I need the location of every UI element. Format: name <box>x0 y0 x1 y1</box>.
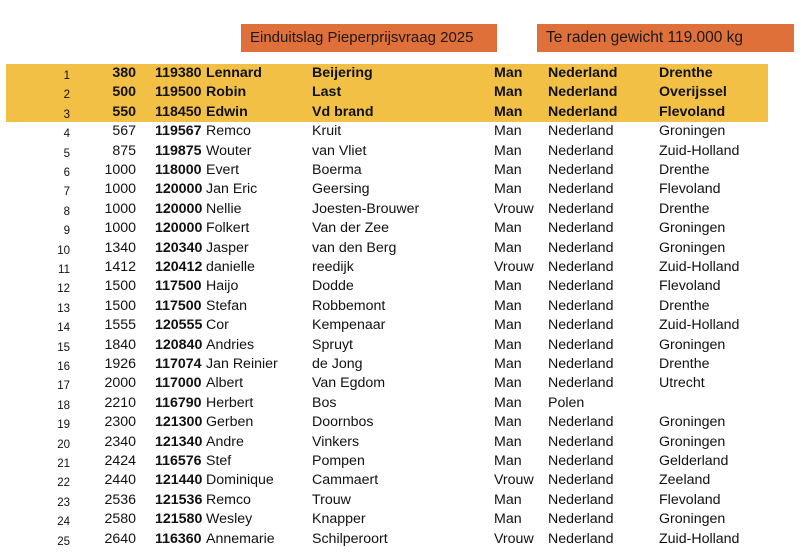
table-row <box>0 180 800 199</box>
table-row <box>0 83 800 102</box>
table-row <box>0 336 800 355</box>
rank-cell: 18 <box>57 399 70 412</box>
country-cell: Nederland <box>548 414 614 431</box>
gender-cell: Man <box>494 394 522 411</box>
gender-cell: Vrouw <box>494 259 534 275</box>
score-cell: 875 <box>112 142 136 159</box>
rank-cell: 9 <box>63 225 70 238</box>
guess-cell: 120000 <box>155 181 203 198</box>
rank-cell: 8 <box>63 205 70 218</box>
table-row <box>0 64 800 83</box>
gender-cell: Man <box>494 375 522 392</box>
country-cell: Nederland <box>548 530 614 547</box>
country-cell: Nederland <box>548 491 614 508</box>
guess-cell: 119567 <box>155 123 202 140</box>
first-name-cell: Andries <box>206 336 255 353</box>
first-name-cell: Gerben <box>206 414 254 431</box>
gender-cell: Man <box>494 142 522 159</box>
last-name-cell: Joesten-Brouwer <box>312 200 420 217</box>
table-row <box>0 471 800 490</box>
table-row <box>0 103 800 122</box>
country-cell: Nederland <box>548 297 614 314</box>
score-cell: 2210 <box>104 394 136 411</box>
province-cell: Flevoland <box>659 181 721 198</box>
table-row <box>0 239 800 258</box>
last-name-cell: Dodde <box>312 278 354 295</box>
table-row <box>0 374 800 393</box>
guess-cell: 121440 <box>155 472 203 489</box>
last-name-cell: Spruyt <box>312 336 354 353</box>
guess-cell: 119380 <box>155 65 202 81</box>
first-name-cell: Nellie <box>206 200 242 217</box>
last-name-cell: Last <box>312 84 342 101</box>
table-row <box>0 142 800 161</box>
first-name-cell: Edwin <box>206 103 248 120</box>
country-cell: Nederland <box>548 511 614 528</box>
province-cell: Zuid-Holland <box>659 317 740 334</box>
first-name-cell: Stefan <box>206 297 248 314</box>
province-cell: Groningen <box>659 336 726 353</box>
first-name-cell: Jan Reinier <box>206 356 278 372</box>
first-name-cell: Stef <box>206 453 232 469</box>
score-cell: 1555 <box>104 317 136 334</box>
last-name-cell: Doornbos <box>312 414 374 431</box>
score-cell: 2536 <box>104 491 136 508</box>
last-name-cell: Schilperoort <box>312 530 388 547</box>
last-name-cell: Kruit <box>312 123 342 140</box>
province-cell: Groningen <box>659 511 726 528</box>
province-cell: Drenthe <box>659 162 710 178</box>
country-cell: Nederland <box>548 220 614 237</box>
guess-cell: 116360 <box>155 530 202 547</box>
rank-cell: 22 <box>57 477 70 490</box>
score-cell: 567 <box>112 123 136 140</box>
province-cell: Groningen <box>659 414 726 431</box>
guess-cell: 117074 <box>155 356 202 372</box>
score-cell: 2440 <box>104 472 136 489</box>
last-name-cell: Vinkers <box>312 433 360 450</box>
gender-cell: Man <box>494 491 522 508</box>
score-cell: 2580 <box>104 511 136 528</box>
guess-cell: 117500 <box>155 278 202 295</box>
rank-cell: 11 <box>58 264 70 276</box>
gender-cell: Man <box>494 356 522 372</box>
gender-cell: Man <box>494 181 522 198</box>
guess-cell: 118450 <box>155 103 202 120</box>
first-name-cell: Albert <box>206 375 244 392</box>
last-name-cell: Boerma <box>312 162 362 178</box>
score-cell: 550 <box>112 103 136 120</box>
first-name-cell: Dominique <box>206 472 274 489</box>
gender-cell: Man <box>494 84 523 101</box>
rank-cell: 2 <box>63 89 70 102</box>
table-row <box>0 122 800 141</box>
guess-cell: 120000 <box>155 200 203 217</box>
gender-cell: Man <box>494 453 522 469</box>
table-row <box>0 297 800 316</box>
guess-cell: 117500 <box>155 297 202 314</box>
guess-cell: 116576 <box>155 453 202 469</box>
last-name-cell: Beijering <box>312 65 373 81</box>
target-weight-label: Te raden gewicht 119.000 kg <box>537 24 794 52</box>
score-cell: 1000 <box>104 200 136 217</box>
province-cell: Drenthe <box>659 65 713 81</box>
first-name-cell: Haijo <box>206 278 239 295</box>
country-cell: Nederland <box>548 142 614 159</box>
score-cell: 2300 <box>104 414 136 431</box>
gender-cell: Man <box>494 123 522 140</box>
table-row <box>0 413 800 432</box>
score-cell: 1000 <box>104 220 136 237</box>
gender-cell: Man <box>494 336 522 353</box>
last-name-cell: Kempenaar <box>312 317 386 334</box>
guess-cell: 119500 <box>155 84 202 101</box>
first-name-cell: Cor <box>206 317 229 334</box>
rank-cell: 21 <box>57 458 70 470</box>
gender-cell: Man <box>494 162 522 178</box>
first-name-cell: Folkert <box>206 220 250 237</box>
score-cell: 2424 <box>104 453 136 469</box>
province-cell: Zuid-Holland <box>659 259 740 275</box>
rank-cell: 17 <box>57 380 70 393</box>
last-name-cell: Pompen <box>312 453 365 469</box>
table-row <box>0 277 800 296</box>
guess-cell: 120412 <box>155 259 203 275</box>
last-name-cell: Van der Zee <box>312 220 390 237</box>
table-row <box>0 452 800 471</box>
last-name-cell: de Jong <box>312 356 363 372</box>
last-name-cell: Vd brand <box>312 103 374 120</box>
last-name-cell: Cammaert <box>312 472 379 489</box>
rank-cell: 20 <box>57 438 70 451</box>
country-cell: Nederland <box>548 472 614 489</box>
last-name-cell: Van Egdom <box>312 375 386 392</box>
country-cell: Nederland <box>548 453 614 469</box>
guess-cell: 119875 <box>155 142 202 159</box>
table-row <box>0 530 800 549</box>
score-cell: 380 <box>112 65 136 81</box>
first-name-cell: Annemarie <box>206 530 275 547</box>
guess-cell: 116790 <box>155 394 202 411</box>
province-cell: Zuid-Holland <box>659 142 740 159</box>
last-name-cell: van den Berg <box>312 239 397 256</box>
score-cell: 2640 <box>104 530 136 547</box>
province-cell: Flevoland <box>659 278 721 295</box>
country-cell: Polen <box>548 394 585 411</box>
country-cell: Nederland <box>548 239 614 256</box>
country-cell: Nederland <box>548 200 614 217</box>
gender-cell: Man <box>494 65 523 81</box>
country-cell: Nederland <box>548 278 614 295</box>
score-cell: 2340 <box>104 433 136 450</box>
table-row <box>0 219 800 238</box>
province-cell: Overijssel <box>659 84 727 101</box>
country-cell: Nederland <box>548 123 614 140</box>
province-cell: Groningen <box>659 123 726 140</box>
country-cell: Nederland <box>548 356 614 372</box>
gender-cell: Man <box>494 511 522 528</box>
first-name-cell: Robin <box>206 84 247 101</box>
score-cell: 1000 <box>104 181 136 198</box>
last-name-cell: Geersing <box>312 181 370 198</box>
table-row <box>0 355 800 374</box>
country-cell: Nederland <box>548 336 614 353</box>
score-cell: 1412 <box>104 259 136 275</box>
province-cell: Groningen <box>659 220 726 237</box>
province-cell: Drenthe <box>659 297 710 314</box>
rank-cell: 6 <box>63 167 70 179</box>
guess-cell: 121300 <box>155 414 203 431</box>
score-cell: 1840 <box>104 336 136 353</box>
country-cell: Nederland <box>548 103 618 120</box>
score-cell: 1340 <box>104 239 136 256</box>
score-cell: 2000 <box>104 375 136 392</box>
table-row <box>0 510 800 529</box>
first-name-cell: Remco <box>206 491 251 508</box>
score-cell: 1500 <box>104 278 136 295</box>
province-cell: Flevoland <box>659 491 721 508</box>
first-name-cell: danielle <box>206 259 255 275</box>
table-row <box>0 433 800 452</box>
gender-cell: Man <box>494 239 522 256</box>
rank-cell: 24 <box>57 516 70 529</box>
province-cell: Zuid-Holland <box>659 530 740 547</box>
table-row <box>0 316 800 335</box>
country-cell: Nederland <box>548 259 614 275</box>
province-cell: Drenthe <box>659 356 710 372</box>
last-name-cell: Trouw <box>312 491 351 508</box>
province-cell: Groningen <box>659 239 726 256</box>
rank-cell: 15 <box>57 341 70 354</box>
first-name-cell: Lennard <box>206 65 262 81</box>
gender-cell: Vrouw <box>494 530 534 547</box>
country-cell: Nederland <box>548 375 614 392</box>
gender-cell: Man <box>494 317 522 334</box>
score-cell: 1926 <box>104 356 136 372</box>
first-name-cell: Jan Eric <box>206 181 258 198</box>
country-cell: Nederland <box>548 317 614 334</box>
guess-cell: 120840 <box>155 336 203 353</box>
guess-cell: 121536 <box>155 491 203 508</box>
country-cell: Nederland <box>548 65 618 81</box>
rank-cell: 19 <box>57 419 70 432</box>
score-cell: 1000 <box>104 162 136 178</box>
rank-cell: 16 <box>57 361 70 373</box>
country-cell: Nederland <box>548 181 614 198</box>
rank-cell: 7 <box>63 186 70 199</box>
gender-cell: Man <box>494 103 523 120</box>
guess-cell: 117000 <box>155 375 202 392</box>
rank-cell: 10 <box>57 244 70 257</box>
rank-cell: 1 <box>63 70 70 82</box>
last-name-cell: Robbemont <box>312 297 386 314</box>
province-cell: Flevoland <box>659 103 726 120</box>
page-title: Einduitslag Pieperprijsvraag 2025 <box>241 24 497 52</box>
score-cell: 1500 <box>104 297 136 314</box>
rank-cell: 4 <box>63 128 70 141</box>
first-name-cell: Wesley <box>206 511 253 528</box>
table-row <box>0 200 800 219</box>
guess-cell: 120340 <box>155 239 203 256</box>
first-name-cell: Wouter <box>206 142 252 159</box>
table-row <box>0 161 800 180</box>
last-name-cell: van Vliet <box>312 142 367 159</box>
rank-cell: 14 <box>57 322 70 335</box>
gender-cell: Vrouw <box>494 200 534 217</box>
country-cell: Nederland <box>548 162 614 178</box>
first-name-cell: Herbert <box>206 394 254 411</box>
last-name-cell: Bos <box>312 394 337 411</box>
province-cell: Utrecht <box>659 375 705 392</box>
province-cell: Gelderland <box>659 453 729 469</box>
province-cell: Zeeland <box>659 472 711 489</box>
first-name-cell: Remco <box>206 123 251 140</box>
first-name-cell: Jasper <box>206 239 249 256</box>
rank-cell: 23 <box>57 496 70 509</box>
gender-cell: Man <box>494 220 522 237</box>
rank-cell: 3 <box>63 108 70 121</box>
guess-cell: 118000 <box>155 162 202 178</box>
first-name-cell: Evert <box>206 162 240 178</box>
guess-cell: 121580 <box>155 511 203 528</box>
guess-cell: 120000 <box>155 220 203 237</box>
gender-cell: Vrouw <box>494 472 534 489</box>
rank-cell: 13 <box>57 302 70 315</box>
rank-cell: 12 <box>57 283 70 296</box>
score-cell: 500 <box>112 84 136 101</box>
gender-cell: Man <box>494 278 522 295</box>
last-name-cell: reedijk <box>312 259 354 275</box>
table-row <box>0 258 800 277</box>
gender-cell: Man <box>494 433 522 450</box>
country-cell: Nederland <box>548 84 618 101</box>
table-row <box>0 491 800 510</box>
guess-cell: 120555 <box>155 317 203 334</box>
last-name-cell: Knapper <box>312 511 366 528</box>
rank-cell: 5 <box>63 147 70 160</box>
gender-cell: Man <box>494 297 522 314</box>
first-name-cell: Andre <box>206 433 244 450</box>
table-row <box>0 394 800 413</box>
province-cell: Drenthe <box>659 200 710 217</box>
province-cell: Groningen <box>659 433 726 450</box>
gender-cell: Man <box>494 414 522 431</box>
country-cell: Nederland <box>548 433 614 450</box>
guess-cell: 121340 <box>155 433 203 450</box>
rank-cell: 25 <box>57 535 70 548</box>
